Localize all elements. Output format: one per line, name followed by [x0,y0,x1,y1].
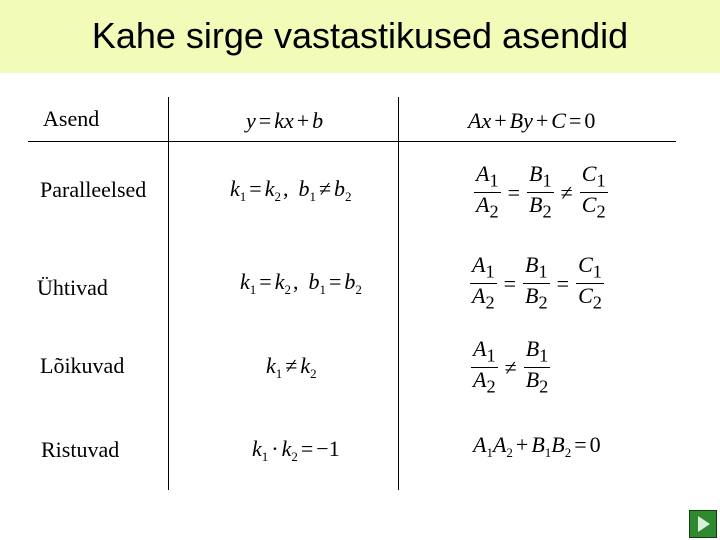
row-label-ristuvad: Ristuvad [41,437,120,462]
play-next-icon [698,516,710,532]
column-divider-2 [398,97,399,490]
header-slope-form: y = kx + b [246,108,324,133]
header-general-form: Ax + By + C = 0 [468,108,596,133]
row-loikuvad-slope: $k_1 \ne k_2$ [266,353,317,381]
header-asend: Asend [43,106,100,131]
row-uhtivad-slope: $k_1 = k_2$, $b_1 = b_2$ [240,269,362,297]
row-loikuvad-general: $\frac{A_1}{A_2}$ ≠ $\frac{B_1}{B_2}$ [473,336,549,397]
row-label-paralleelsed: Paralleelsed [40,177,147,202]
column-divider-1 [168,97,169,490]
row-ristuvad-slope: $k_1 \cdot k_2 = -1$ [252,436,340,464]
row-ristuvad-general: $A_1A_2 + B_1B_2 = 0$ [473,432,601,460]
row-uhtivad-general: $\frac{A_1}{A_2}$ = $\frac{B_1}{B_2}$ = $\frac{C_1}{C_2}$ [472,252,602,313]
next-slide-button[interactable] [689,510,717,538]
page-title: Kahe sirge vastastikused asendid [91,15,629,56]
row-label-uhtivad: Ühtivad [37,275,108,300]
header-divider [28,141,676,142]
row-label-loikuvad: Lõikuvad [40,353,125,378]
row-paralleelsed-general: $\frac{A_1}{A_2}$ = $\frac{B_1}{B_2}$ ≠ $\frac{C_1}{C_2}$ [476,161,606,222]
row-paralleelsed-slope: $k_1 = k_2$, $b_1 \ne b_2$ [230,176,352,204]
